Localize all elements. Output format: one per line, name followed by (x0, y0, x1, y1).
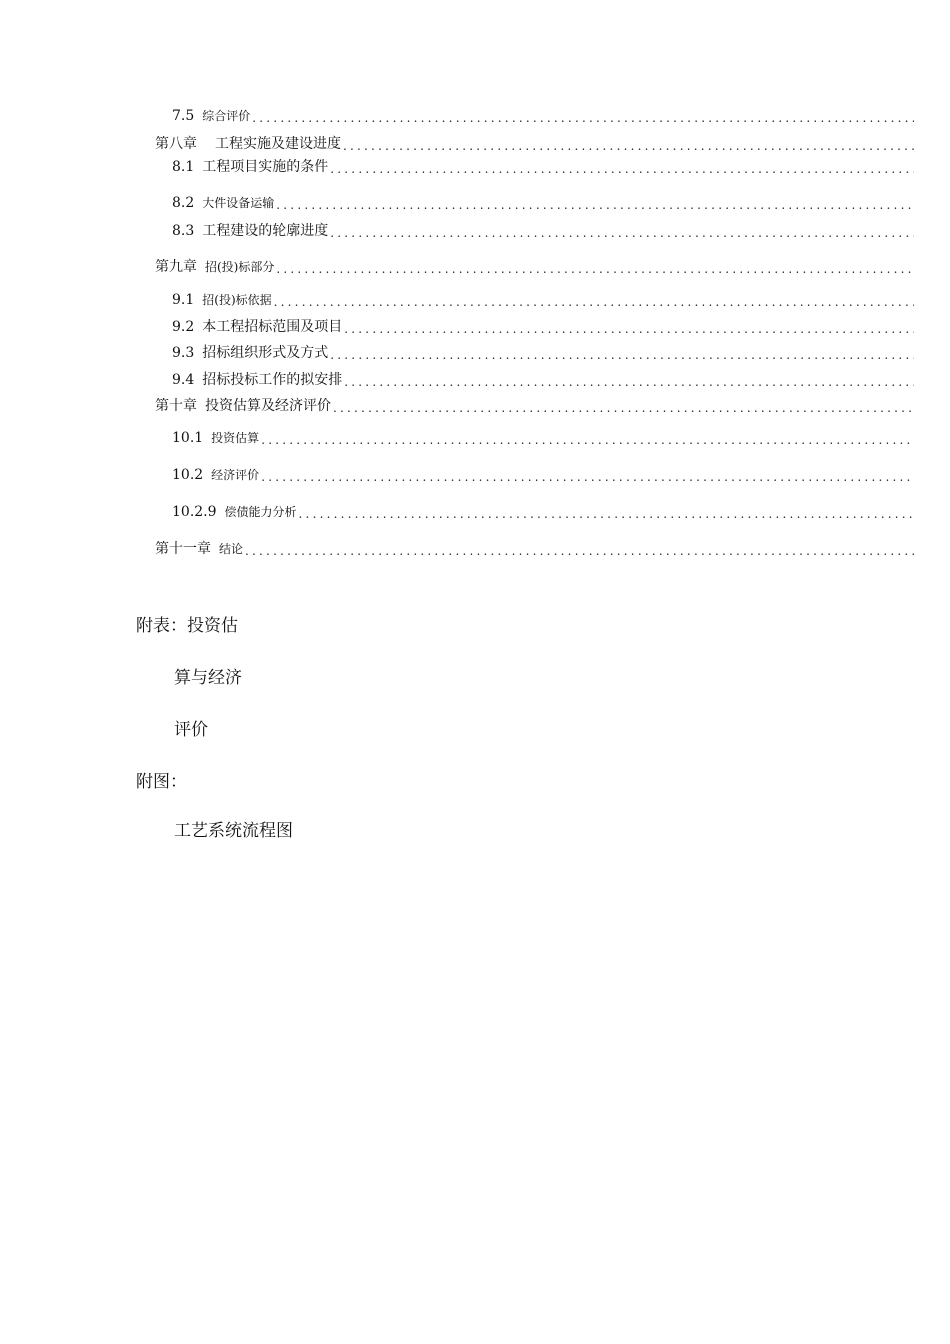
toc-entry[interactable] (0, 503, 914, 521)
toc-entry-number: 9.2 (172, 319, 195, 335)
toc-leader-dots (299, 507, 914, 521)
toc-entry-number: 8.1 (172, 159, 195, 175)
toc-entry-number: 9.3 (172, 345, 195, 361)
toc-entry-title: 招标投标工作的拟安排 (202, 372, 343, 388)
toc-entry-title: 结论 (219, 542, 244, 556)
toc-entry[interactable] (0, 318, 914, 336)
toc-leader-dots (330, 226, 914, 240)
toc-entry-number: 8.3 (172, 223, 195, 239)
toc-entry-title: 工程实施及建设进度 (215, 136, 341, 152)
toc-entry[interactable] (0, 466, 914, 484)
toc-entry-title: 招(投)标依据 (202, 293, 272, 307)
toc-entry-number: 10.2.9 (172, 504, 217, 520)
toc-leader-dots (276, 262, 914, 276)
toc-entry-number: 7.5 (172, 108, 195, 124)
toc-entry-title: 工程项目实施的条件 (202, 159, 329, 175)
toc-entry[interactable] (0, 344, 914, 362)
toc-leader-dots (343, 139, 914, 153)
toc-entry-number: 8.2 (172, 195, 195, 211)
appendix-figure-label: 附图： (136, 772, 187, 792)
appendix-table-line: 评价 (174, 720, 208, 740)
toc-entry[interactable] (0, 194, 914, 212)
toc-entry-number: 10.1 (172, 430, 204, 446)
toc-entry-title: 工程建设的轮廓进度 (202, 223, 329, 239)
toc-entry[interactable] (0, 222, 914, 240)
toc-leader-dots (274, 295, 914, 309)
toc-leader-dots (276, 198, 914, 212)
toc-entry-title: 经济评价 (211, 468, 260, 482)
toc-entry[interactable] (0, 371, 914, 389)
appendix-figure-item: 工艺系统流程图 (174, 821, 293, 841)
toc-entry-number: 10.2 (172, 467, 204, 483)
toc-entry-number: 第十章 (155, 398, 197, 414)
toc-entry-title: 大件设备运输 (202, 196, 275, 210)
toc-entry-number: 第九章 (155, 259, 197, 275)
toc-leader-dots (261, 470, 914, 484)
toc-entry-number: 第八章 (155, 136, 197, 152)
toc-entry-title: 投资估算 (211, 431, 260, 445)
toc-leader-dots (344, 322, 914, 336)
toc-leader-dots (330, 162, 914, 176)
toc-entry-title: 偿债能力分析 (224, 505, 297, 519)
toc-entry[interactable] (0, 158, 914, 176)
toc-leader-dots (245, 544, 914, 558)
toc-entry[interactable] (0, 429, 914, 447)
toc-entry[interactable] (0, 291, 914, 309)
toc-chapter-entry[interactable] (0, 258, 914, 276)
appendix-table-label: 附表：投资估 (136, 616, 238, 636)
toc-leader-dots (261, 433, 914, 447)
toc-entry-number: 9.4 (172, 372, 195, 388)
toc-entry-title: 综合评价 (202, 109, 251, 123)
toc-chapter-entry[interactable] (0, 397, 914, 415)
toc-chapter-entry[interactable] (0, 540, 914, 558)
toc-entry-title: 投资估算及经济评价 (205, 398, 331, 414)
toc-leader-dots (344, 375, 914, 389)
toc-entry-number: 9.1 (172, 292, 195, 308)
toc-entry-title: 本工程招标范围及项目 (202, 319, 343, 335)
toc-entry[interactable] (0, 107, 914, 125)
toc-entry-title: 招(投)标部分 (205, 260, 275, 274)
appendix-table-line: 算与经济 (174, 668, 242, 688)
toc-entry-number: 第十一章 (155, 541, 211, 557)
toc-leader-dots (330, 348, 914, 362)
toc-chapter-entry[interactable] (0, 135, 914, 153)
toc-leader-dots (252, 111, 914, 125)
toc-leader-dots (333, 401, 914, 415)
toc-entry-title: 招标组织形式及方式 (202, 345, 329, 361)
